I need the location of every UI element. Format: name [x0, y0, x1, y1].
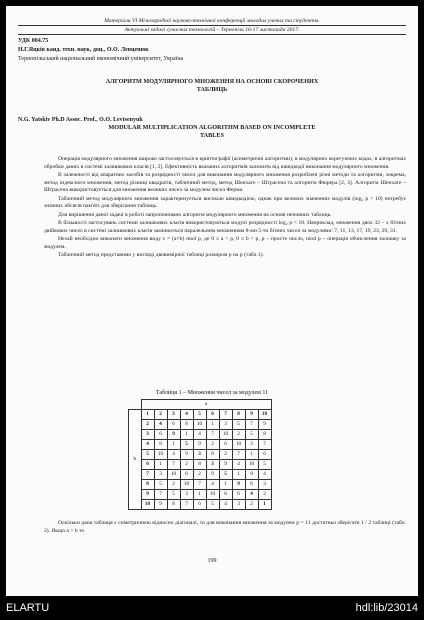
table-cell: 8 [245, 470, 258, 480]
table-cell: 4 [219, 500, 232, 510]
table-cell: 2 [258, 490, 271, 500]
table-cell: 1 [206, 420, 219, 430]
table-row [129, 430, 272, 440]
table-cell: 9 [219, 460, 232, 470]
table-cell: 10 [141, 500, 154, 510]
table-cell: 5 [141, 450, 154, 460]
table-cell: 6 [193, 500, 206, 510]
after-table-text [44, 520, 406, 535]
table-cell: 6 [258, 450, 271, 460]
table-cell: 5 [167, 490, 180, 500]
table-cell: 3 [180, 490, 193, 500]
table-row [129, 460, 272, 470]
table-caption: Таблиця 1 – Множення чисел за модулем 11 [155, 390, 269, 396]
header-rule [18, 25, 406, 26]
table-cell: 6 [167, 420, 180, 430]
table-cell: 5 [258, 460, 271, 470]
table-cell: 5 [180, 440, 193, 450]
table-cell: 1 [232, 470, 245, 480]
table-cell: 2 [180, 460, 193, 470]
table-cell: 9 [180, 450, 193, 460]
table-cell: 6 [141, 460, 154, 470]
table-cell: 2 [167, 480, 180, 490]
column-label-a: a [141, 400, 271, 410]
paragraph: В залежності від апаратних засобів та розрядності чисел для виконання модулярного множення розроблені різні методи та алгоритми, зокрема, метод індексного множення, метод різниці квадратів, табличний метод, метод Шенхаге – Штрасена та алгоритм Фюрера [2, 3]. Алгоритм Шенхаге – Штрасена використовується для множення великих чисел за модулем чисел Ферма. [44, 172, 406, 193]
paragraph: Оскільки дана таблиця є симетричною відносно діагоналі, то для виконання множення за модулем p = 11 достатньо зберігати 1 / 2 таблиці (табл. 2). Якщо a > b то [44, 520, 406, 534]
table-cell: 3 [258, 480, 271, 490]
table-cell: 2 [245, 500, 258, 510]
table-cell: 1 [154, 460, 167, 470]
table-cell: 7 [193, 480, 206, 490]
table-cell: 7 [180, 500, 193, 510]
table-cell: 10 [258, 410, 271, 420]
table-cell: 5 [193, 410, 206, 420]
page-number: 199 [207, 558, 217, 564]
table-cell: 5 [245, 430, 258, 440]
footer-right-handle: hdl:lib/23014 [355, 602, 418, 614]
table-cell: 6 [180, 470, 193, 480]
table-cell: 10 [154, 450, 167, 460]
table-row [129, 470, 272, 480]
table-cell: 5 [154, 480, 167, 490]
title-uk-line1: АЛГОРИТМ МОДУЛЯРНОГО МНОЖЕННЯ НА ОСНОВІ СКОРОЧЕНИХ [105, 78, 319, 85]
table-cell: 9 [245, 410, 258, 420]
table-cell: 1 [245, 450, 258, 460]
table-cell: 3 [193, 450, 206, 460]
table-row [129, 480, 272, 490]
table-cell: 10 [219, 430, 232, 440]
paragraph: Операція модулярного множення широко застосовується в криптографії (асиметричні алгоритми), в модулярних корегуючих кодах, в алгоритмах обробки даних в системі залишкових класів [1, 2]. Ефективність вказаних алгоритмів залежить від швидкодії виконання модулярного множення. [44, 156, 406, 170]
table-row [129, 490, 272, 500]
table-cell: 7 [141, 470, 154, 480]
table-cell: 7 [232, 450, 245, 460]
table-cell: 2 [154, 410, 167, 420]
table-cell: 9 [206, 470, 219, 480]
table-cell: 6 [206, 410, 219, 420]
table-body [129, 400, 272, 510]
table-cell: 7 [219, 410, 232, 420]
paragraph: Нехай необхідно виконати множення виду c = (a×b) mod p, де 0 ≤ a < p, 0 ≤ b < p, p – просте число, mod p – операція обчислення залишку за модулем. [44, 236, 406, 250]
table-cell: 3 [206, 460, 219, 470]
table-cell: 2 [193, 470, 206, 480]
title-en-line2: TABLES [200, 132, 224, 139]
table-cell: 8 [141, 480, 154, 490]
table-cell: 2 [232, 430, 245, 440]
table-row [129, 420, 272, 430]
table-cell: 3 [167, 410, 180, 420]
authors-uk: Н.Г.Яцків канд. техн. наук, доц., О.О. Левценюк [18, 47, 149, 53]
paragraph: Для вирішення даної задачі в роботі запропоновано алгоритм модулярного множення на основі неповних таблиць. [58, 211, 332, 218]
table-cell: 7 [258, 440, 271, 450]
table-cell: 4 [245, 490, 258, 500]
table-row [129, 410, 272, 420]
table-row [129, 450, 272, 460]
table-cell: 10 [193, 420, 206, 430]
affiliation: Тернопільський національний економічний університет, Україна [18, 56, 184, 62]
conference-header-line2: Актуальні задачі сучасних технологій – Тернопіль 16-17 листопада 2017. [124, 27, 300, 33]
table-cell: 8 [219, 490, 232, 500]
table-cell: 1 [180, 430, 193, 440]
table-cell: 9 [141, 490, 154, 500]
table-cell: 8 [232, 410, 245, 420]
table-cell: 9 [258, 420, 271, 430]
title-uk-line2: ТАБЛИЦЬ [196, 86, 228, 93]
table-cell: 9 [167, 430, 180, 440]
table-cell: 7 [167, 460, 180, 470]
table-cell: 4 [206, 480, 219, 490]
viewer-footer-bar [0, 596, 424, 620]
table-cell: 6 [232, 490, 245, 500]
table-cell: 1 [258, 500, 271, 510]
conference-header-line1: Матеріали VI Міжнародної науково-технічної конференції молодих учених та студентів. [104, 18, 320, 24]
table-cell: 1 [193, 490, 206, 500]
table-cell: 4 [193, 430, 206, 440]
table-cell: 2 [219, 450, 232, 460]
table-header-row [129, 400, 272, 410]
table-cell: 3 [154, 470, 167, 480]
table-cell: 4 [141, 440, 154, 450]
table-cell: 4 [167, 450, 180, 460]
title-en-line1: MODULAR MULTIPLICATION ALGORITHM BASED ON INCOMPLETE [108, 124, 316, 131]
table-cell: 9 [154, 500, 167, 510]
table-cell: 4 [154, 420, 167, 430]
table-cell: 5 [232, 420, 245, 430]
title-uk [6, 78, 418, 94]
authors-en: N.G. Yatskiv Ph.D Assoc. Prof., O.O. Levtsenyuk [18, 117, 143, 123]
table-cell: 10 [206, 490, 219, 500]
table-cell: 8 [167, 500, 180, 510]
table-cell: 5 [219, 470, 232, 480]
table-cell: 8 [258, 430, 271, 440]
table-cell: 3 [219, 420, 232, 430]
table-cell: 10 [167, 470, 180, 480]
table-cell: 5 [206, 500, 219, 510]
table-cell: 9 [193, 440, 206, 450]
table-cell: 8 [180, 420, 193, 430]
udk-code: УДК 004.75 [18, 38, 49, 44]
paragraph: Табличний метод модулярного множення характеризується високою швидкодією, однак при великих значеннях модулів (log₂ p > 10) потребує значних обсягів пам'яті для зберігання таблиць. [44, 195, 406, 209]
table-cell: 3 [245, 440, 258, 450]
table-cell: 1 [141, 410, 154, 420]
table-row [129, 440, 272, 450]
document-page [6, 6, 418, 596]
table-cell: 3 [232, 500, 245, 510]
table-cell: 6 [154, 430, 167, 440]
row-label-b: b [129, 410, 142, 510]
table-cell: 7 [245, 420, 258, 430]
table-cell: 6 [219, 440, 232, 450]
table-cell: 4 [180, 410, 193, 420]
table-cell: 8 [206, 450, 219, 460]
table-cell: 2 [141, 420, 154, 430]
table-cell: 3 [141, 430, 154, 440]
table-cell: 10 [245, 460, 258, 470]
table-cell: 1 [219, 480, 232, 490]
table-row [129, 500, 272, 510]
table-cell: 10 [180, 480, 193, 490]
multiplication-table [128, 399, 272, 510]
body-text [44, 156, 406, 260]
header-rule [18, 34, 406, 35]
table-cell: 8 [154, 440, 167, 450]
paragraph: Табличний метод представимо у вигляді двовимірної таблиці розміром p на p (табл.1). [58, 252, 264, 258]
table-cell: 1 [167, 440, 180, 450]
paragraph: В більшості застосувань системи залишкових класів використовуються модулі розрядності log₂ p < 10. Наприклад, множення двох 32 – х бітних двійкових чисел в системі залишкових класів замінюється паралельним множенням 8-ми 5-ти бітних чисел за модулями: 7, 11, 13, 17, 19, 23, 29, 31. [44, 220, 406, 234]
table-cell: 7 [154, 490, 167, 500]
table-corner-cell [129, 400, 142, 410]
table-cell: 2 [206, 440, 219, 450]
table-cell: 8 [193, 460, 206, 470]
table-cell: 9 [232, 480, 245, 490]
title-en [6, 124, 418, 140]
table-cell: 7 [206, 430, 219, 440]
table-cell: 6 [245, 480, 258, 490]
table-cell: 4 [232, 460, 245, 470]
footer-left-label: ELARTU [6, 602, 50, 614]
table-cell: 4 [258, 470, 271, 480]
table-cell: 10 [232, 440, 245, 450]
